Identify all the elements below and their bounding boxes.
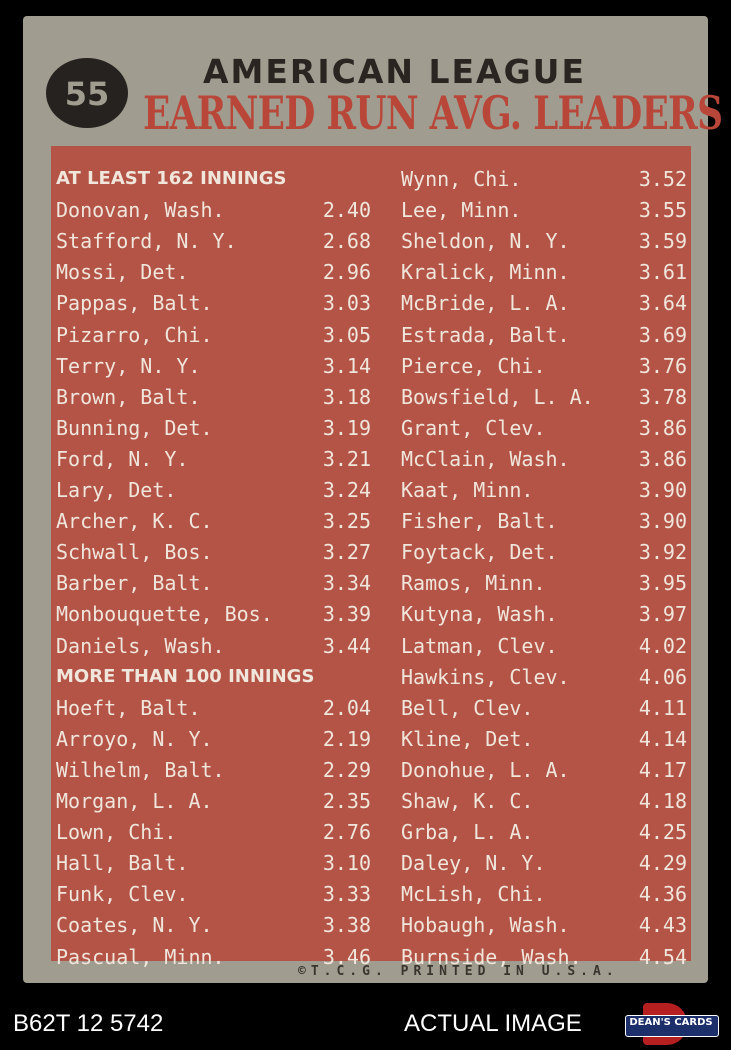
player-name: Bunning, Det. xyxy=(56,415,213,440)
player-name: Ramos, Minn. xyxy=(401,571,546,596)
player-era: 4.06 xyxy=(638,664,687,689)
left-section-heading xyxy=(56,662,371,692)
player-era: 3.86 xyxy=(638,415,687,440)
player-name: Grba, L. A. xyxy=(401,820,534,845)
player-name: Fisher, Balt. xyxy=(401,509,558,534)
player-name: Brown, Balt. xyxy=(56,384,201,409)
left-player-row xyxy=(56,351,371,381)
player-name: McLish, Chi. xyxy=(401,882,546,907)
left-section-heading xyxy=(56,164,371,194)
card-subtitle: EARNED RUN AVG. LEADERS xyxy=(143,86,723,140)
player-name: Foytack, Det. xyxy=(401,540,558,565)
right-player-row xyxy=(401,537,687,567)
player-name: Lown, Chi. xyxy=(56,820,177,845)
right-player-row xyxy=(401,444,687,474)
left-player-row xyxy=(56,910,371,940)
player-era: 3.39 xyxy=(322,602,371,627)
left-player-row xyxy=(56,631,371,661)
right-player-row xyxy=(401,631,687,661)
player-name: Archer, K. C. xyxy=(56,509,213,534)
player-era: 2.76 xyxy=(322,820,371,845)
player-era: 3.25 xyxy=(322,509,371,534)
deans-cards-logo xyxy=(625,1003,717,1045)
actual-image-label: ACTUAL IMAGE xyxy=(404,1010,582,1037)
player-name: McBride, L. A. xyxy=(401,291,570,316)
left-player-row xyxy=(56,320,371,350)
left-player-row xyxy=(56,879,371,909)
player-name: Morgan, L. A. xyxy=(56,789,213,813)
player-era: 3.97 xyxy=(638,602,687,627)
player-name: Lary, Det. xyxy=(56,478,177,502)
player-era: 3.86 xyxy=(638,446,687,471)
right-player-row xyxy=(401,879,687,909)
right-player-row xyxy=(401,195,687,225)
right-player-row xyxy=(401,475,687,505)
left-player-row xyxy=(56,288,371,318)
player-era: 4.29 xyxy=(638,851,687,876)
left-player-row xyxy=(56,506,371,536)
player-name: Schwall, Bos. xyxy=(56,540,213,565)
right-player-row xyxy=(401,320,687,350)
left-player-row xyxy=(56,755,371,785)
player-name: Kutyna, Wash. xyxy=(401,602,558,627)
player-era: 3.46 xyxy=(322,944,371,969)
left-player-row xyxy=(56,444,371,474)
player-name: Burnside, Wash. xyxy=(401,944,582,969)
player-era: 2.19 xyxy=(322,726,371,751)
left-player-row xyxy=(56,599,371,629)
left-player-row xyxy=(56,693,371,723)
league-title: AMERICAN LEAGUE xyxy=(203,52,587,91)
player-era: 3.90 xyxy=(638,509,687,534)
left-player-row xyxy=(56,195,371,225)
player-name: Latman, Clev. xyxy=(401,633,558,658)
player-name: Pascual, Minn. xyxy=(56,944,225,969)
player-name: Donohue, L. A. xyxy=(401,757,570,782)
left-player-row xyxy=(56,226,371,256)
card-number-badge xyxy=(46,58,128,128)
player-era: 3.92 xyxy=(638,540,687,565)
section-heading: AT LEAST 162 INNINGS xyxy=(56,168,287,189)
player-name: Terry, N. Y. xyxy=(56,353,201,378)
right-player-row xyxy=(401,164,687,194)
cert-number: B62T 12 5742 xyxy=(13,1010,164,1037)
player-name: Pierce, Chi. xyxy=(401,353,546,378)
player-era: 4.02 xyxy=(638,633,687,658)
card-number: 55 xyxy=(64,75,110,113)
logo-text: DEAN'S CARDS xyxy=(629,1017,713,1028)
player-name: Hall, Balt. xyxy=(56,851,189,876)
player-era: 2.04 xyxy=(322,695,371,720)
player-name: McClain, Wash. xyxy=(401,446,570,471)
player-era: 3.19 xyxy=(322,415,371,440)
player-era: 2.35 xyxy=(322,789,371,813)
player-name: Pizarro, Chi. xyxy=(56,322,213,347)
player-era: 3.14 xyxy=(322,353,371,378)
left-player-row xyxy=(56,568,371,598)
player-name: Barber, Balt. xyxy=(56,571,213,596)
player-name: Coates, N. Y. xyxy=(56,913,213,938)
left-player-row xyxy=(56,382,371,412)
player-era: 4.14 xyxy=(638,726,687,751)
player-era: 3.44 xyxy=(322,633,371,658)
right-player-row xyxy=(401,257,687,287)
player-era: 3.61 xyxy=(638,260,687,285)
player-era: 3.33 xyxy=(322,882,371,907)
player-era: 4.11 xyxy=(638,695,687,720)
baseball-card-back xyxy=(23,16,723,983)
player-name: Bowsfield, L. A. xyxy=(401,384,594,409)
player-name: Daley, N. Y. xyxy=(401,851,546,876)
right-player-row xyxy=(401,506,687,536)
player-era: 4.25 xyxy=(638,820,687,845)
right-player-row xyxy=(401,351,687,381)
player-era: 3.21 xyxy=(322,446,371,471)
right-player-row xyxy=(401,599,687,629)
player-name: Shaw, K. C. xyxy=(401,789,534,813)
right-player-row xyxy=(401,786,687,816)
player-era: 3.69 xyxy=(638,322,687,347)
player-name: Wynn, Chi. xyxy=(401,167,522,191)
player-name: Stafford, N. Y. xyxy=(56,229,237,254)
left-player-row xyxy=(56,257,371,287)
player-name: Donovan, Wash. xyxy=(56,198,225,223)
player-name: Arroyo, N. Y. xyxy=(56,726,213,751)
left-player-row xyxy=(56,475,371,505)
player-name: Pappas, Balt. xyxy=(56,291,213,316)
player-era: 3.38 xyxy=(322,913,371,938)
player-era: 3.05 xyxy=(322,322,371,347)
copyright-footer: ©T.C.G. PRINTED IN U.S.A. xyxy=(298,964,619,979)
player-name: Lee, Minn. xyxy=(401,198,522,223)
player-name: Mossi, Det. xyxy=(56,260,189,285)
right-player-row xyxy=(401,724,687,754)
left-player-row xyxy=(56,537,371,567)
player-era: 2.68 xyxy=(322,229,371,254)
right-player-row xyxy=(401,693,687,723)
player-name: Monbouquette, Bos. xyxy=(56,602,273,627)
player-name: Estrada, Balt. xyxy=(401,322,570,347)
player-name: Wilhelm, Balt. xyxy=(56,757,225,782)
player-era: 2.29 xyxy=(322,757,371,782)
section-heading: MORE THAN 100 INNINGS xyxy=(56,665,315,687)
stats-panel xyxy=(51,146,691,969)
player-era: 3.03 xyxy=(322,291,371,316)
player-era: 4.43 xyxy=(638,913,687,938)
player-name: Sheldon, N. Y. xyxy=(401,229,570,254)
player-name: Hawkins, Clev. xyxy=(401,664,570,689)
player-name: Bell, Clev. xyxy=(401,695,534,720)
player-name: Daniels, Wash. xyxy=(56,633,225,658)
player-era: 2.96 xyxy=(322,260,371,285)
right-player-row xyxy=(401,755,687,785)
player-name: Ford, N. Y. xyxy=(56,446,189,471)
left-player-row xyxy=(56,848,371,878)
right-player-row xyxy=(401,910,687,940)
player-name: Funk, Clev. xyxy=(56,882,189,907)
player-era: 3.78 xyxy=(638,384,687,409)
player-name: Kaat, Minn. xyxy=(401,478,534,502)
left-player-row xyxy=(56,724,371,754)
player-era: 2.40 xyxy=(322,198,371,223)
player-name: Kralick, Minn. xyxy=(401,260,570,285)
player-name: Hobaugh, Wash. xyxy=(401,913,570,938)
player-name: Kline, Det. xyxy=(401,726,534,751)
player-era: 3.27 xyxy=(322,540,371,565)
player-era: 3.55 xyxy=(638,198,687,223)
left-player-row xyxy=(56,817,371,847)
player-era: 3.90 xyxy=(638,478,687,502)
player-era: 4.36 xyxy=(638,882,687,907)
right-player-row xyxy=(401,413,687,443)
player-era: 3.76 xyxy=(638,353,687,378)
right-player-row xyxy=(401,568,687,598)
right-player-row xyxy=(401,662,687,692)
player-name: Hoeft, Balt. xyxy=(56,695,201,720)
player-era: 4.54 xyxy=(638,944,687,969)
right-player-row xyxy=(401,226,687,256)
player-era: 3.64 xyxy=(638,291,687,316)
player-era: 3.95 xyxy=(638,571,687,596)
right-player-row xyxy=(401,382,687,412)
left-player-row xyxy=(56,786,371,816)
player-era: 3.24 xyxy=(322,478,371,502)
player-name: Grant, Clev. xyxy=(401,415,546,440)
player-era: 3.59 xyxy=(638,229,687,254)
player-era: 4.18 xyxy=(638,789,687,813)
left-player-row xyxy=(56,413,371,443)
player-era: 3.10 xyxy=(322,851,371,876)
player-era: 3.34 xyxy=(322,571,371,596)
right-player-row xyxy=(401,288,687,318)
player-era: 3.18 xyxy=(322,384,371,409)
right-player-row xyxy=(401,817,687,847)
player-era: 3.52 xyxy=(638,167,687,191)
right-player-row xyxy=(401,848,687,878)
player-era: 4.17 xyxy=(638,757,687,782)
